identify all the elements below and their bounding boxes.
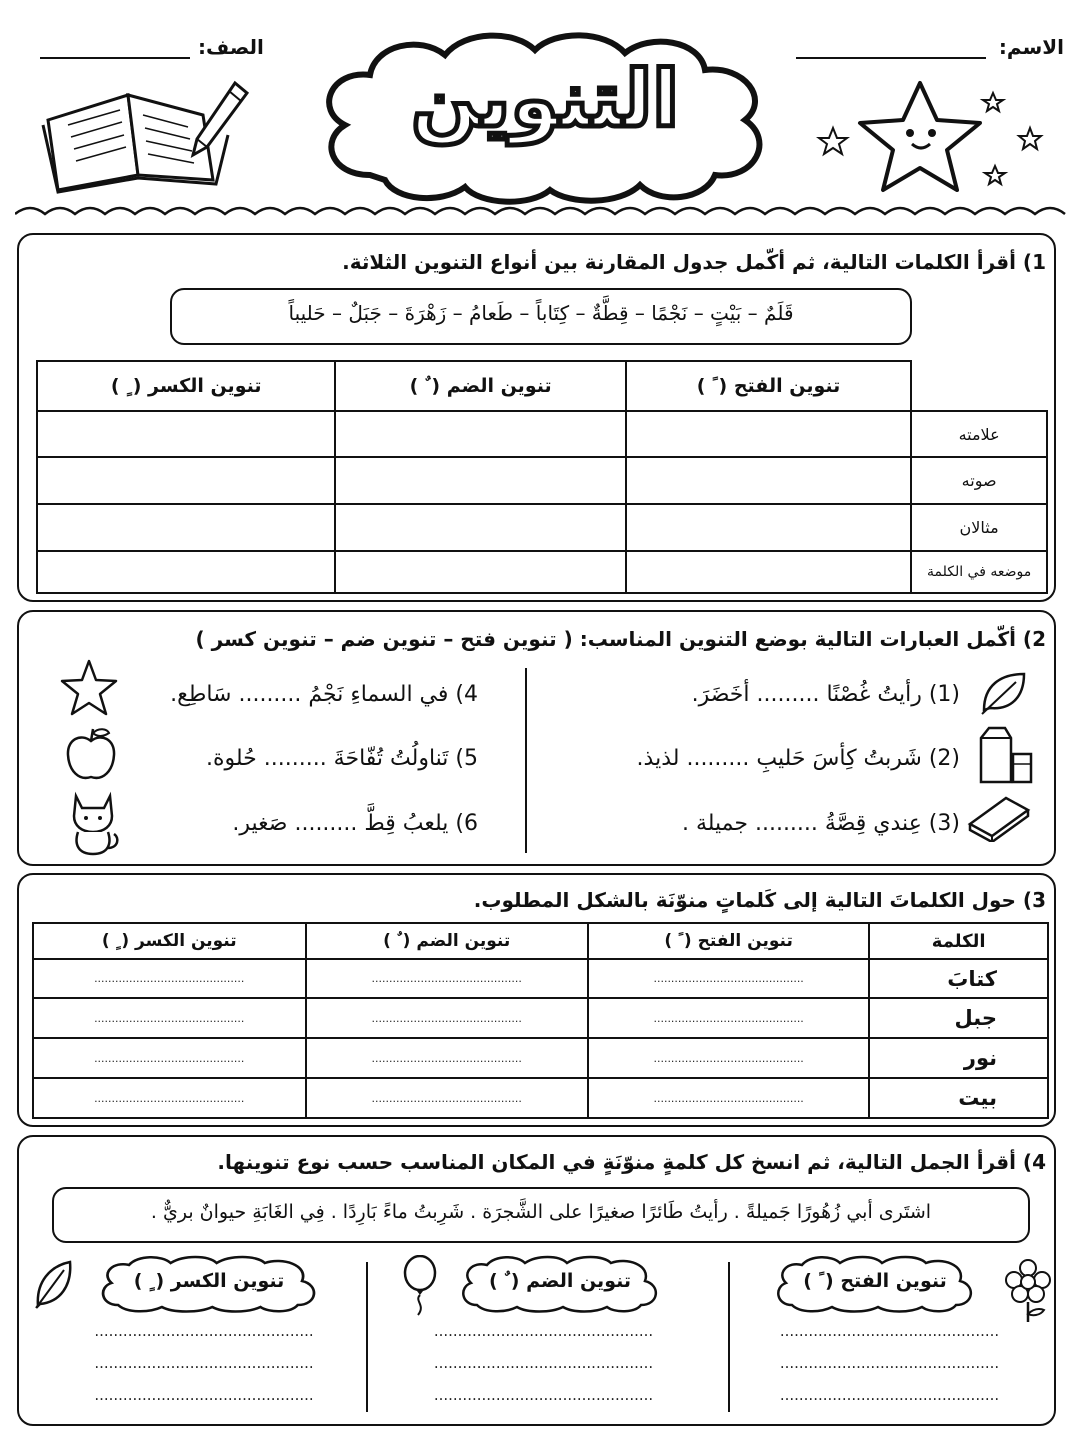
blank-cell[interactable]: ........................................... bbox=[306, 1038, 588, 1078]
blank-line[interactable]: .............................................. bbox=[433, 1354, 654, 1372]
table-cell[interactable] bbox=[37, 504, 335, 551]
leaf-icon bbox=[978, 668, 1030, 716]
sentences-text: اشتَرى أبي زُهُورًا جَميلةً . رأيتُ طَائرًا صغيرًا على الشَّجرَة . شَرِبتُ ماءً بَارِدًا . فِي الغَابَةِ حيوانٌ بريٌّ . bbox=[150, 1201, 932, 1223]
blank-line[interactable]: .............................................. bbox=[779, 1386, 1000, 1404]
blank-cell[interactable]: ........................................... bbox=[306, 1078, 588, 1118]
book-icon bbox=[966, 792, 1032, 842]
blank-line[interactable]: .............................................. bbox=[433, 1322, 654, 1340]
table-cell[interactable] bbox=[626, 504, 911, 551]
cat-icon bbox=[64, 788, 122, 858]
pencil-icon bbox=[185, 75, 255, 160]
col-header-damm: تنوين الضم ( ٌ ) bbox=[335, 361, 625, 411]
section2-title: 2) أكّمل العبارات التالية بوضع التنوين المناسب: ( تنوين فتح – تنوين ضم – تنوين كسر ) bbox=[195, 627, 1046, 651]
word-cell: نور bbox=[869, 1038, 1048, 1078]
sentence-item: 6) يلعبُ قِطَّ ......... صَغير. bbox=[232, 811, 478, 836]
cloud-label-fath: تنوين الفتح ( ً ) bbox=[803, 1270, 947, 1292]
blank-line[interactable]: .............................................. bbox=[779, 1354, 1000, 1372]
blank-cell[interactable]: ........................................... bbox=[33, 1038, 306, 1078]
sentence-item: 4) في السماءِ نَجْمُ ......... سَاطِع. bbox=[170, 682, 478, 707]
table-cell[interactable] bbox=[626, 551, 911, 593]
table-cell[interactable] bbox=[335, 551, 625, 593]
blank-line[interactable]: .............................................. bbox=[94, 1354, 314, 1372]
col-header-fath: تنوين الفتح ( ً ) bbox=[588, 923, 869, 959]
table-cell[interactable] bbox=[626, 457, 911, 504]
row-label: مثالان bbox=[911, 504, 1047, 551]
cloud-label-kasr: تنوين الكسر ( ٍ ) bbox=[133, 1270, 285, 1292]
table-cell[interactable] bbox=[335, 457, 625, 504]
table-corner bbox=[911, 361, 1047, 411]
blank-cell[interactable]: ........................................... bbox=[33, 998, 306, 1038]
name-label: الاسم: bbox=[998, 35, 1064, 59]
blank-cell[interactable]: ........................................... bbox=[588, 959, 869, 998]
wordbank-text: قَلَمٌ – بَيْتٍ – نَجْمًا – قِطَّةٌ – كِتَاباً – طَعامُ – زَهْرَةَ – جَبَلٌ – حَليباً bbox=[288, 301, 794, 325]
table-cell[interactable] bbox=[37, 551, 335, 593]
section2-divider bbox=[525, 668, 527, 853]
name-field-line[interactable] bbox=[796, 57, 986, 59]
page-title: التنوين bbox=[410, 55, 680, 145]
row-label: علامته bbox=[911, 411, 1047, 457]
section4-divider bbox=[728, 1262, 730, 1412]
word-cell: جبل bbox=[869, 998, 1048, 1038]
blank-cell[interactable]: ........................................... bbox=[33, 1078, 306, 1118]
col-header-word: الكلمة bbox=[869, 923, 1048, 959]
section4-title: 4) أقرأ الجمل التالية، ثم انسخ كل كلمةٍ منوّنَةٍ في المكان المناسب حسب نوع تنوينها. bbox=[217, 1150, 1046, 1174]
section1-title: 1) أقرأ الكلمات التالية، ثم أكّمل جدول المقارنة بين أنواع التنوين الثلاثة. bbox=[342, 250, 1046, 274]
section3-title: 3) حول الكلماتَ التالية إلى كَلماتٍ منوّنَة بالشكل المطلوب. bbox=[473, 888, 1046, 912]
blank-line[interactable]: .............................................. bbox=[94, 1386, 314, 1404]
col-header-kasr: تنوين الكسر ( ٍ ) bbox=[37, 361, 335, 411]
leaf-icon bbox=[32, 1258, 74, 1310]
sentence-item: (2) شَربتُ كِأسَ حَليبِ ......... لذيذ. bbox=[636, 746, 960, 771]
blank-cell[interactable]: ........................................... bbox=[588, 998, 869, 1038]
row-label: صوته bbox=[911, 457, 1047, 504]
blank-cell[interactable]: ........................................... bbox=[33, 959, 306, 998]
col-header-fath: تنوين الفتح ( ً ) bbox=[626, 361, 911, 411]
table-cell[interactable] bbox=[37, 457, 335, 504]
sentence-item: (1) رأيتُ غُصْنًا ......... أخَضَرَ. bbox=[691, 682, 960, 707]
word-cell: كتابَ bbox=[869, 959, 1048, 998]
blank-cell[interactable]: ........................................... bbox=[588, 1038, 869, 1078]
col-header-kasr: تنوين الكسر ( ٍ ) bbox=[33, 923, 306, 959]
blank-line[interactable]: .............................................. bbox=[433, 1386, 654, 1404]
col-header-damm: تنوين الضم ( ٌ ) bbox=[306, 923, 588, 959]
star-face-icon bbox=[815, 78, 1060, 198]
table-cell[interactable] bbox=[335, 411, 625, 457]
comparison-table bbox=[36, 360, 1048, 594]
cloud-label-damm: تنوين الضم ( ٌ ) bbox=[488, 1270, 631, 1292]
blank-cell[interactable]: ........................................... bbox=[588, 1078, 869, 1118]
blank-cell[interactable]: ........................................... bbox=[306, 998, 588, 1038]
blank-line[interactable]: .............................................. bbox=[94, 1322, 314, 1340]
star-icon bbox=[58, 658, 120, 718]
flower-icon bbox=[1002, 1258, 1054, 1324]
conversion-table bbox=[32, 922, 1049, 1119]
blank-line[interactable]: .............................................. bbox=[779, 1322, 1000, 1340]
blank-cell[interactable]: ........................................... bbox=[306, 959, 588, 998]
sentence-item: (3) عِندي قِصَّةُ ......... جميلة . bbox=[681, 811, 960, 836]
section4-divider bbox=[366, 1262, 368, 1412]
class-field-line[interactable] bbox=[40, 57, 190, 59]
word-cell: بيت bbox=[869, 1078, 1048, 1118]
milk-icon bbox=[975, 724, 1035, 786]
class-label: الصف: bbox=[198, 35, 264, 59]
balloon-icon bbox=[400, 1255, 440, 1317]
table-cell[interactable] bbox=[626, 411, 911, 457]
sentence-item: 5) تَناولُتُ تُفّاحَةَ ......... حُلوة. bbox=[205, 746, 478, 771]
table-cell[interactable] bbox=[37, 411, 335, 457]
table-cell[interactable] bbox=[335, 504, 625, 551]
row-label: موضعه في الكلمة bbox=[911, 551, 1047, 593]
wavy-divider bbox=[15, 200, 1071, 220]
apple-icon bbox=[63, 725, 119, 785]
